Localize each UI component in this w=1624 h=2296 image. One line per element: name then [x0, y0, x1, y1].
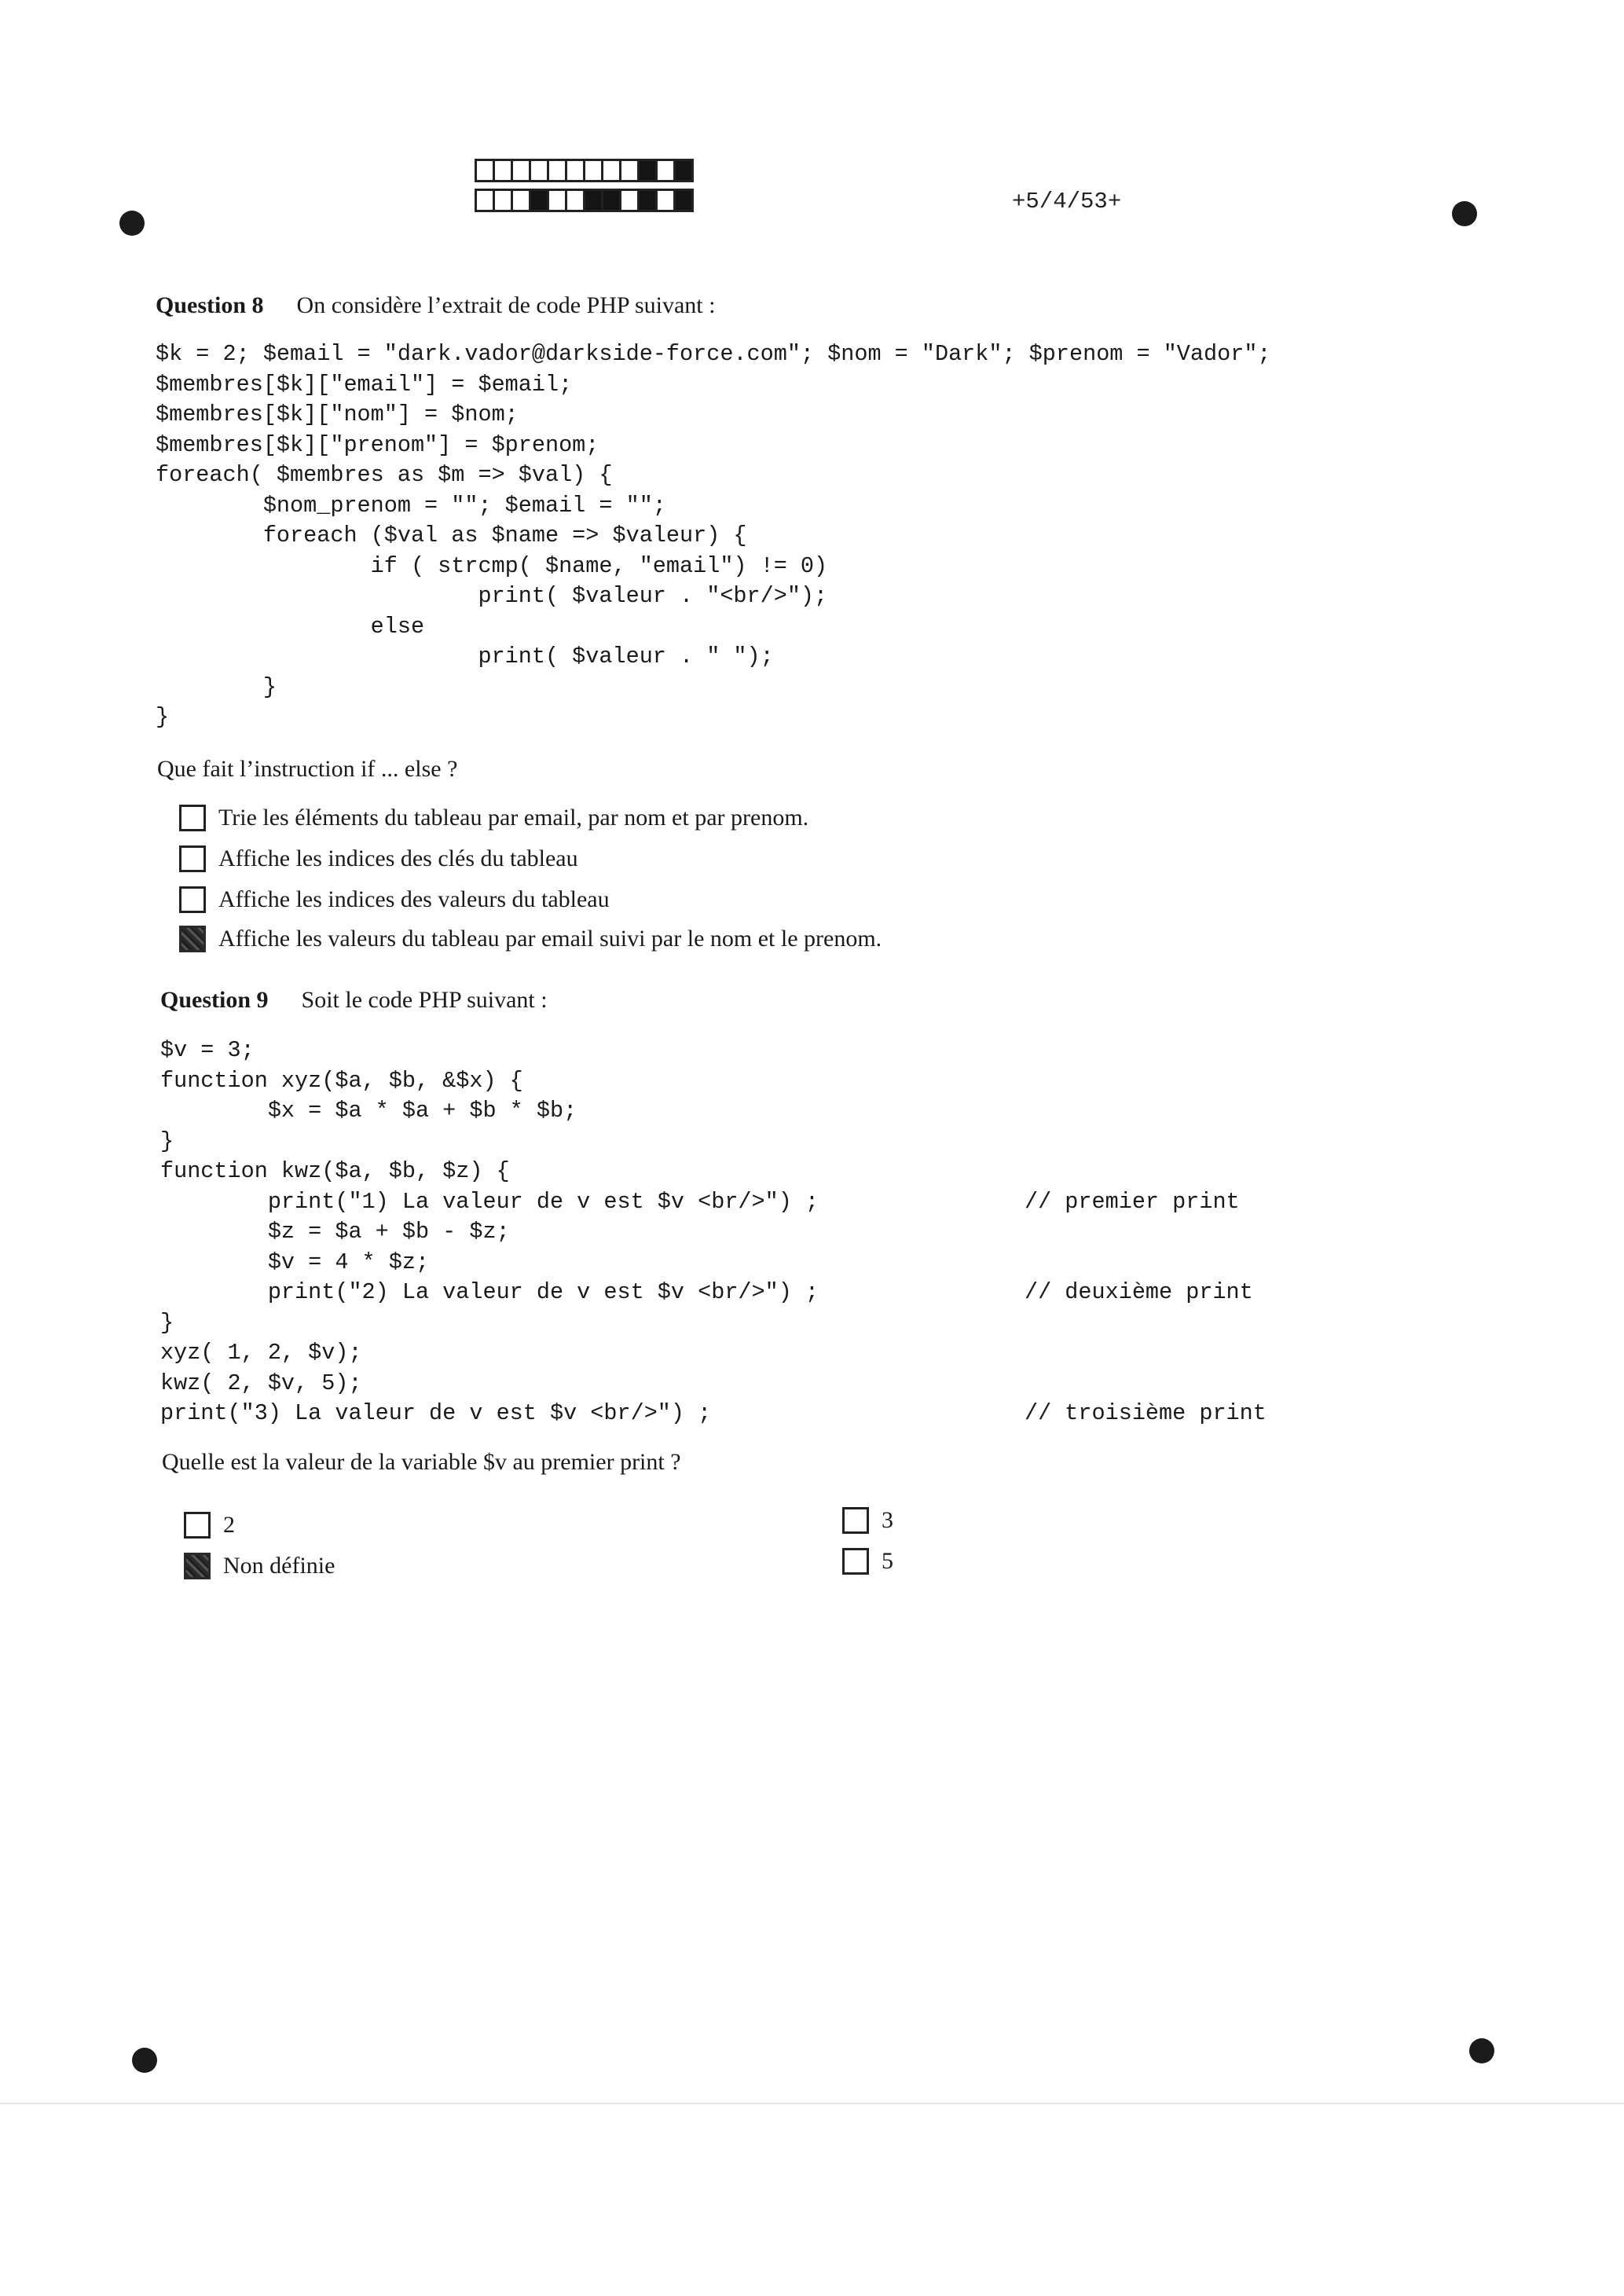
code-text: $x = $a * $a + $b * $b;	[160, 1098, 577, 1124]
choice-label: 2	[223, 1512, 235, 1538]
code-line: foreach ($val as $name => $valeur) {	[156, 523, 747, 548]
code-text: function xyz($a, $b, &$x) {	[160, 1067, 523, 1094]
id-grid-cell	[673, 159, 694, 182]
code-line: $membres[$k]["email"] = $email;	[156, 371, 573, 398]
code-line: $nom_prenom = ""; $email = "";	[156, 492, 666, 519]
code-line: if ( strcmp( $name, "email") != 0)	[156, 552, 828, 579]
code-line: else	[156, 613, 425, 640]
code-line: print( $valeur . "<br/>");	[156, 583, 828, 609]
question-8-code	[156, 339, 1271, 733]
page-code: +5/4/53+	[1012, 189, 1122, 215]
q9-choice-1[interactable]	[184, 1512, 235, 1539]
q8-choice-2[interactable]	[179, 845, 578, 872]
code-comment: // premier print	[1025, 1188, 1240, 1215]
q8-choice-1[interactable]	[179, 805, 808, 831]
q8-choice-4[interactable]	[179, 926, 882, 952]
corner-marker-top-left	[119, 211, 145, 236]
code-line	[160, 1096, 819, 1127]
checkbox[interactable]	[179, 926, 206, 952]
q9-choice-3[interactable]	[184, 1553, 335, 1579]
checkbox[interactable]	[179, 886, 206, 913]
question-8-prompt: Que fait l’instruction if ... else ?	[157, 756, 458, 782]
code-text: }	[160, 1128, 174, 1154]
code-text: $v = 4 * $z;	[160, 1249, 430, 1275]
choice-label: Non définie	[223, 1553, 335, 1579]
code-comment: // troisième print	[1025, 1400, 1267, 1426]
checkbox[interactable]	[184, 1553, 211, 1579]
code-line	[160, 1217, 819, 1248]
choice-label: Affiche les indices des clés du tableau	[218, 845, 578, 871]
question-8-label: Question 8	[156, 292, 264, 318]
code-line	[160, 1399, 1267, 1429]
code-text: kwz( 2, $v, 5);	[160, 1370, 362, 1396]
code-line	[160, 1187, 1240, 1218]
choice-label: Affiche les indices des valeurs du tableau	[218, 886, 610, 912]
code-text: }	[160, 1309, 174, 1336]
question-9-header	[160, 987, 548, 1014]
checkbox[interactable]	[842, 1548, 869, 1575]
corner-marker-bottom-right	[1469, 2038, 1494, 2063]
corner-marker-top-right	[1452, 201, 1477, 226]
code-comment: // deuxième print	[1025, 1279, 1253, 1305]
q8-choice-3[interactable]	[179, 886, 610, 913]
id-grid-row	[475, 159, 691, 182]
id-grid-cell	[673, 189, 694, 212]
checkbox[interactable]	[184, 1512, 211, 1539]
code-line: $membres[$k]["nom"] = $nom;	[156, 402, 519, 427]
student-id-grid	[475, 159, 691, 218]
code-line	[160, 1066, 819, 1097]
code-line: $k = 2; $email = "dark.vador@darkside-force.com"; $nom = "Dark"; $prenom = "Vador";	[156, 341, 1271, 367]
q9-choice-4[interactable]	[842, 1548, 893, 1575]
question-8-intro: On considère l’extrait de code PHP suivant :	[296, 292, 716, 318]
code-line: }	[156, 704, 170, 730]
choice-label: Trie les éléments du tableau par email, par nom et par prenom.	[218, 805, 809, 831]
code-text: print("3) La valeur de v est $v <br/>") ;	[160, 1400, 712, 1426]
scan-fold-line	[0, 2103, 1624, 2104]
code-text: print("2) La valeur de v est $v <br/>") ;	[160, 1279, 819, 1305]
choice-label: Affiche les valeurs du tableau par email suivi par le nom et le prenom.	[218, 926, 882, 952]
question-8-header	[156, 292, 715, 319]
code-line	[160, 1278, 1253, 1308]
question-9-code	[160, 1036, 1267, 1429]
code-text: xyz( 1, 2, $v);	[160, 1340, 362, 1366]
code-line: }	[156, 673, 277, 700]
code-text: $z = $a + $b - $z;	[160, 1219, 510, 1245]
question-9-label: Question 9	[160, 987, 269, 1013]
code-line	[160, 1369, 819, 1399]
checkbox[interactable]	[842, 1507, 869, 1534]
q9-choice-2[interactable]	[842, 1507, 893, 1534]
question-9-intro: Soit le code PHP suivant :	[301, 987, 548, 1013]
choice-label: 5	[882, 1548, 893, 1574]
corner-marker-bottom-left	[132, 2048, 157, 2073]
code-line	[160, 1248, 819, 1278]
code-line	[160, 1157, 819, 1187]
code-line: $membres[$k]["prenom"] = $prenom;	[156, 431, 599, 458]
checkbox[interactable]	[179, 845, 206, 872]
code-line: print( $valeur . " ");	[156, 644, 774, 669]
code-text: $v = 3;	[160, 1037, 255, 1063]
code-text: print("1) La valeur de v est $v <br/>") ;	[160, 1188, 819, 1215]
checkbox[interactable]	[179, 805, 206, 831]
code-line	[160, 1308, 819, 1339]
code-text: function kwz($a, $b, $z) {	[160, 1158, 510, 1184]
code-line	[160, 1036, 819, 1066]
id-grid-row	[475, 189, 691, 212]
code-line	[160, 1338, 819, 1369]
code-line	[160, 1127, 819, 1157]
choice-label: 3	[882, 1507, 893, 1533]
code-line: foreach( $membres as $m => $val) {	[156, 462, 613, 488]
question-9-prompt: Quelle est la valeur de la variable $v au premier print ?	[162, 1449, 681, 1475]
